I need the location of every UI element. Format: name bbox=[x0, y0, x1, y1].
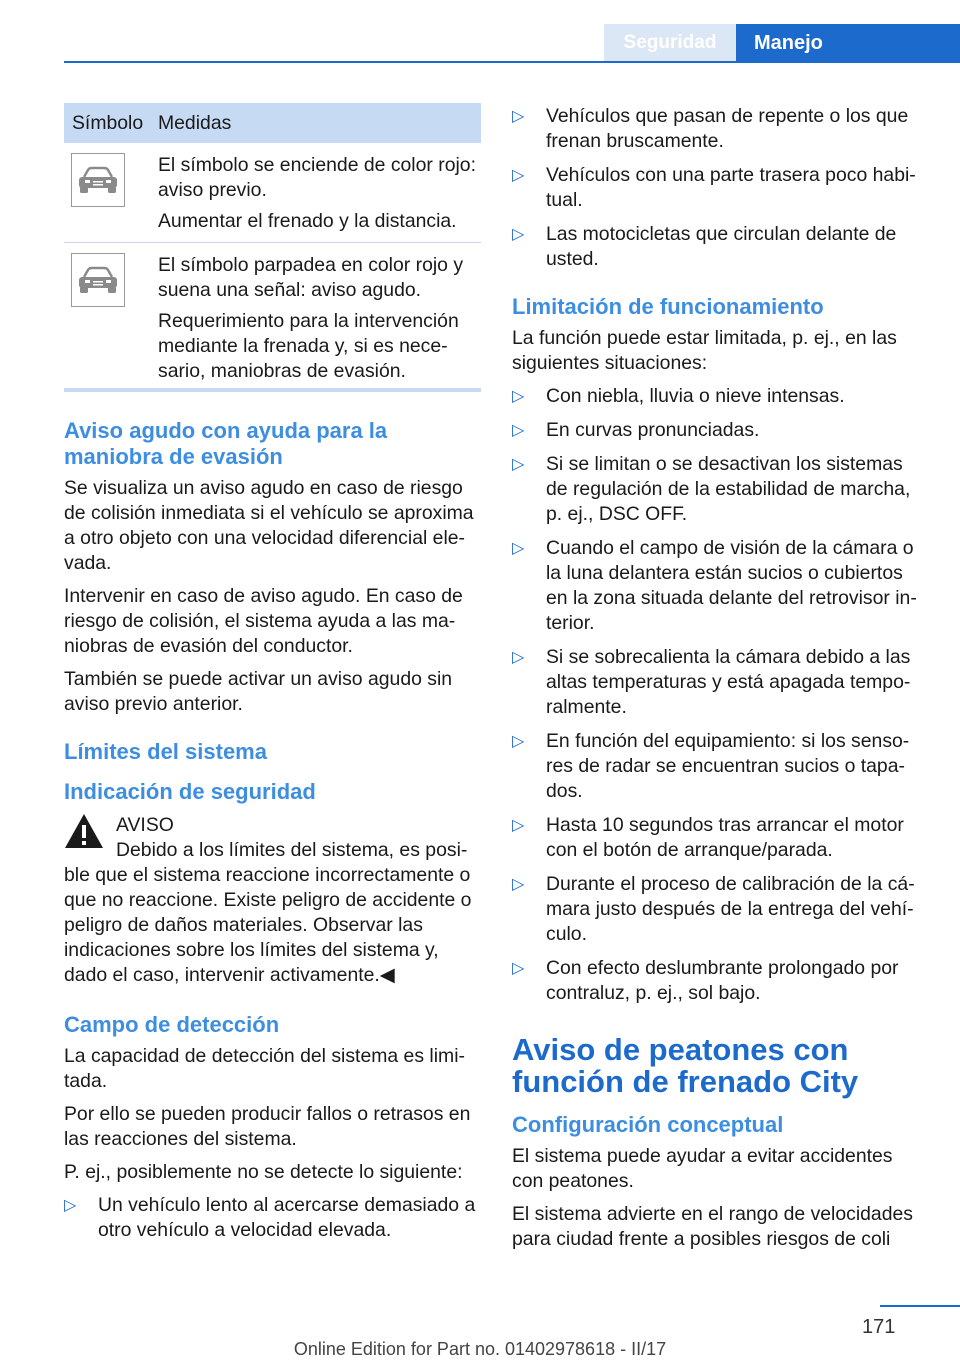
heading-aviso-agudo: Aviso agudo con ayuda para la maniobra de evasión bbox=[64, 418, 388, 469]
triangle-bullet-icon: ▷ bbox=[512, 388, 525, 405]
warning-block bbox=[64, 813, 481, 988]
heading-campo-deteccion: Campo de detección bbox=[64, 1012, 280, 1037]
heading-limitacion: Limitación de funcionamiento bbox=[512, 294, 824, 319]
heading-limites: Límites del sistema bbox=[64, 739, 267, 764]
triangle-bullet-icon: ▷ bbox=[512, 226, 525, 243]
list-item: ▷ Las motocicletas que circulan delante de usted. bbox=[512, 223, 897, 270]
page-number: 171 bbox=[862, 1316, 896, 1338]
paragraph: Se visualiza un aviso agudo en caso de riesgo de colisión inmediata si el vehículo se aproxima a otro objeto con una velocidad diferencial elevada. bbox=[64, 477, 474, 574]
table-end-bar bbox=[64, 388, 481, 392]
paragraph: La función puede estar limitada, p. ej., en las siguientes situaciones: bbox=[512, 327, 897, 374]
paragraph: El sistema puede ayudar a evitar accidentes con peatones. bbox=[512, 1145, 893, 1192]
right-column bbox=[512, 104, 924, 1260]
triangle-bullet-icon: ▷ bbox=[512, 733, 525, 750]
table-cell-text: El símbolo se enciende de color rojo: aviso previo. bbox=[158, 154, 476, 201]
warning-triangle-icon bbox=[64, 813, 104, 849]
bullet-list bbox=[512, 104, 924, 272]
warning-title: AVISO bbox=[116, 814, 174, 836]
triangle-bullet-icon: ▷ bbox=[512, 456, 525, 473]
triangle-bullet-icon: ▷ bbox=[512, 649, 525, 666]
triangle-bullet-icon: ▷ bbox=[512, 876, 525, 893]
car-front-icon bbox=[71, 253, 125, 307]
triangle-bullet-icon: ▷ bbox=[512, 817, 525, 834]
table-row bbox=[64, 243, 481, 393]
paragraph: Por ello se pueden producir fallos o retrasos en las reacciones del sistema. bbox=[64, 1103, 471, 1150]
triangle-bullet-icon: ▷ bbox=[512, 960, 525, 977]
bullet-list bbox=[512, 384, 924, 1006]
table-cell-text: Aumentar el frenado y la distancia. bbox=[158, 210, 457, 232]
list-item: ▷ En función del equipamiento: si los sensores de radar se encuentran sucios o tapados. bbox=[512, 730, 910, 802]
header-rule bbox=[64, 61, 960, 63]
footer-rule bbox=[880, 1305, 960, 1307]
list-item: ▷ Vehículos con una parte trasera poco habitual. bbox=[512, 164, 916, 211]
triangle-bullet-icon: ▷ bbox=[512, 540, 525, 557]
triangle-bullet-icon: ▷ bbox=[512, 108, 525, 125]
list-item: ▷ Si se limitan o se desactivan los sistemas de regulación de la estabilidad de marcha, p. ej., DSC OFF. bbox=[512, 453, 911, 525]
list-item: ▷ En curvas pronunciadas. bbox=[512, 419, 760, 441]
paragraph: P. ej., posiblemente no se detecte lo siguiente: bbox=[64, 1161, 463, 1183]
heading-aviso-peatones: Aviso de peatones con función de frenado City bbox=[512, 1032, 859, 1099]
symbol-table bbox=[64, 103, 481, 392]
header-tab-seguridad[interactable]: Seguridad bbox=[604, 24, 736, 62]
table-header-measures: Medidas bbox=[158, 103, 481, 143]
list-item: ▷ Si se sobrecalienta la cámara debido a las altas temperaturas y está apagada temporalmente. bbox=[512, 646, 911, 718]
table-cell-text: El símbolo parpadea en color rojo y suena una señal: aviso agudo. bbox=[158, 254, 464, 301]
list-item: ▷ Cuando el campo de visión de la cámara o la luna delantera están sucios o cubiertos en la zona situada delante del retrovisor interior. bbox=[512, 537, 917, 634]
list-item: ▷ Vehículos que pasan de repente o los que frenan bruscamente. bbox=[512, 105, 909, 152]
bullet-list bbox=[64, 1193, 481, 1243]
paragraph: Intervenir en caso de aviso agudo. En caso de riesgo de colisión, el sistema ayuda a las maniobras de evasión del conductor. bbox=[64, 585, 463, 657]
table-header-symbol: Símbolo bbox=[64, 103, 158, 143]
paragraph: El sistema advierte en el rango de velocidades para ciudad frente a posibles riesgos de coli bbox=[512, 1203, 913, 1250]
triangle-bullet-icon: ▷ bbox=[64, 1197, 77, 1214]
heading-indicacion: Indicación de seguridad bbox=[64, 779, 316, 804]
paragraph: También se puede activar un aviso agudo sin aviso previo anterior. bbox=[64, 668, 453, 715]
left-column bbox=[64, 418, 481, 1252]
footer-edition: Online Edition for Part no. 01402978618 - II/17 bbox=[293, 1339, 667, 1359]
header-tab-manejo[interactable]: Manejo bbox=[736, 24, 960, 62]
list-item: ▷ Un vehículo lento al acercarse demasiado a otro vehículo a velocidad elevada. bbox=[64, 1194, 476, 1241]
table-row bbox=[64, 143, 481, 243]
list-item: ▷ Con efecto deslumbrante prolongado por contraluz, p. ej., sol bajo. bbox=[512, 957, 899, 1004]
list-item: ▷ Hasta 10 segundos tras arrancar el motor con el botón de arranque/parada. bbox=[512, 814, 904, 861]
list-item: ▷ Con niebla, lluvia o nieve intensas. bbox=[512, 385, 845, 407]
table-cell-text: Requerimiento para la intervención mediante la frenada y, si es necesario, maniobras de evasión. bbox=[158, 310, 459, 382]
car-front-icon bbox=[71, 153, 125, 207]
triangle-bullet-icon: ▷ bbox=[512, 167, 525, 184]
paragraph: La capacidad de detección del sistema es limitada. bbox=[64, 1045, 465, 1092]
list-item: ▷ Durante el proceso de calibración de la cámara justo después de la entrega del vehículo. bbox=[512, 873, 915, 945]
heading-configuracion: Configuración conceptual bbox=[512, 1112, 784, 1137]
triangle-bullet-icon: ▷ bbox=[512, 422, 525, 439]
warning-text: Debido a los límites del sistema, es posible que el sistema reaccione incorrectamente o que no reaccione. Existe peligro de accidente o peligro de daños materiales. Observar las indicaciones sobre los límites del sistema y, dado el caso, intervenir activamente.◀ bbox=[64, 839, 472, 986]
